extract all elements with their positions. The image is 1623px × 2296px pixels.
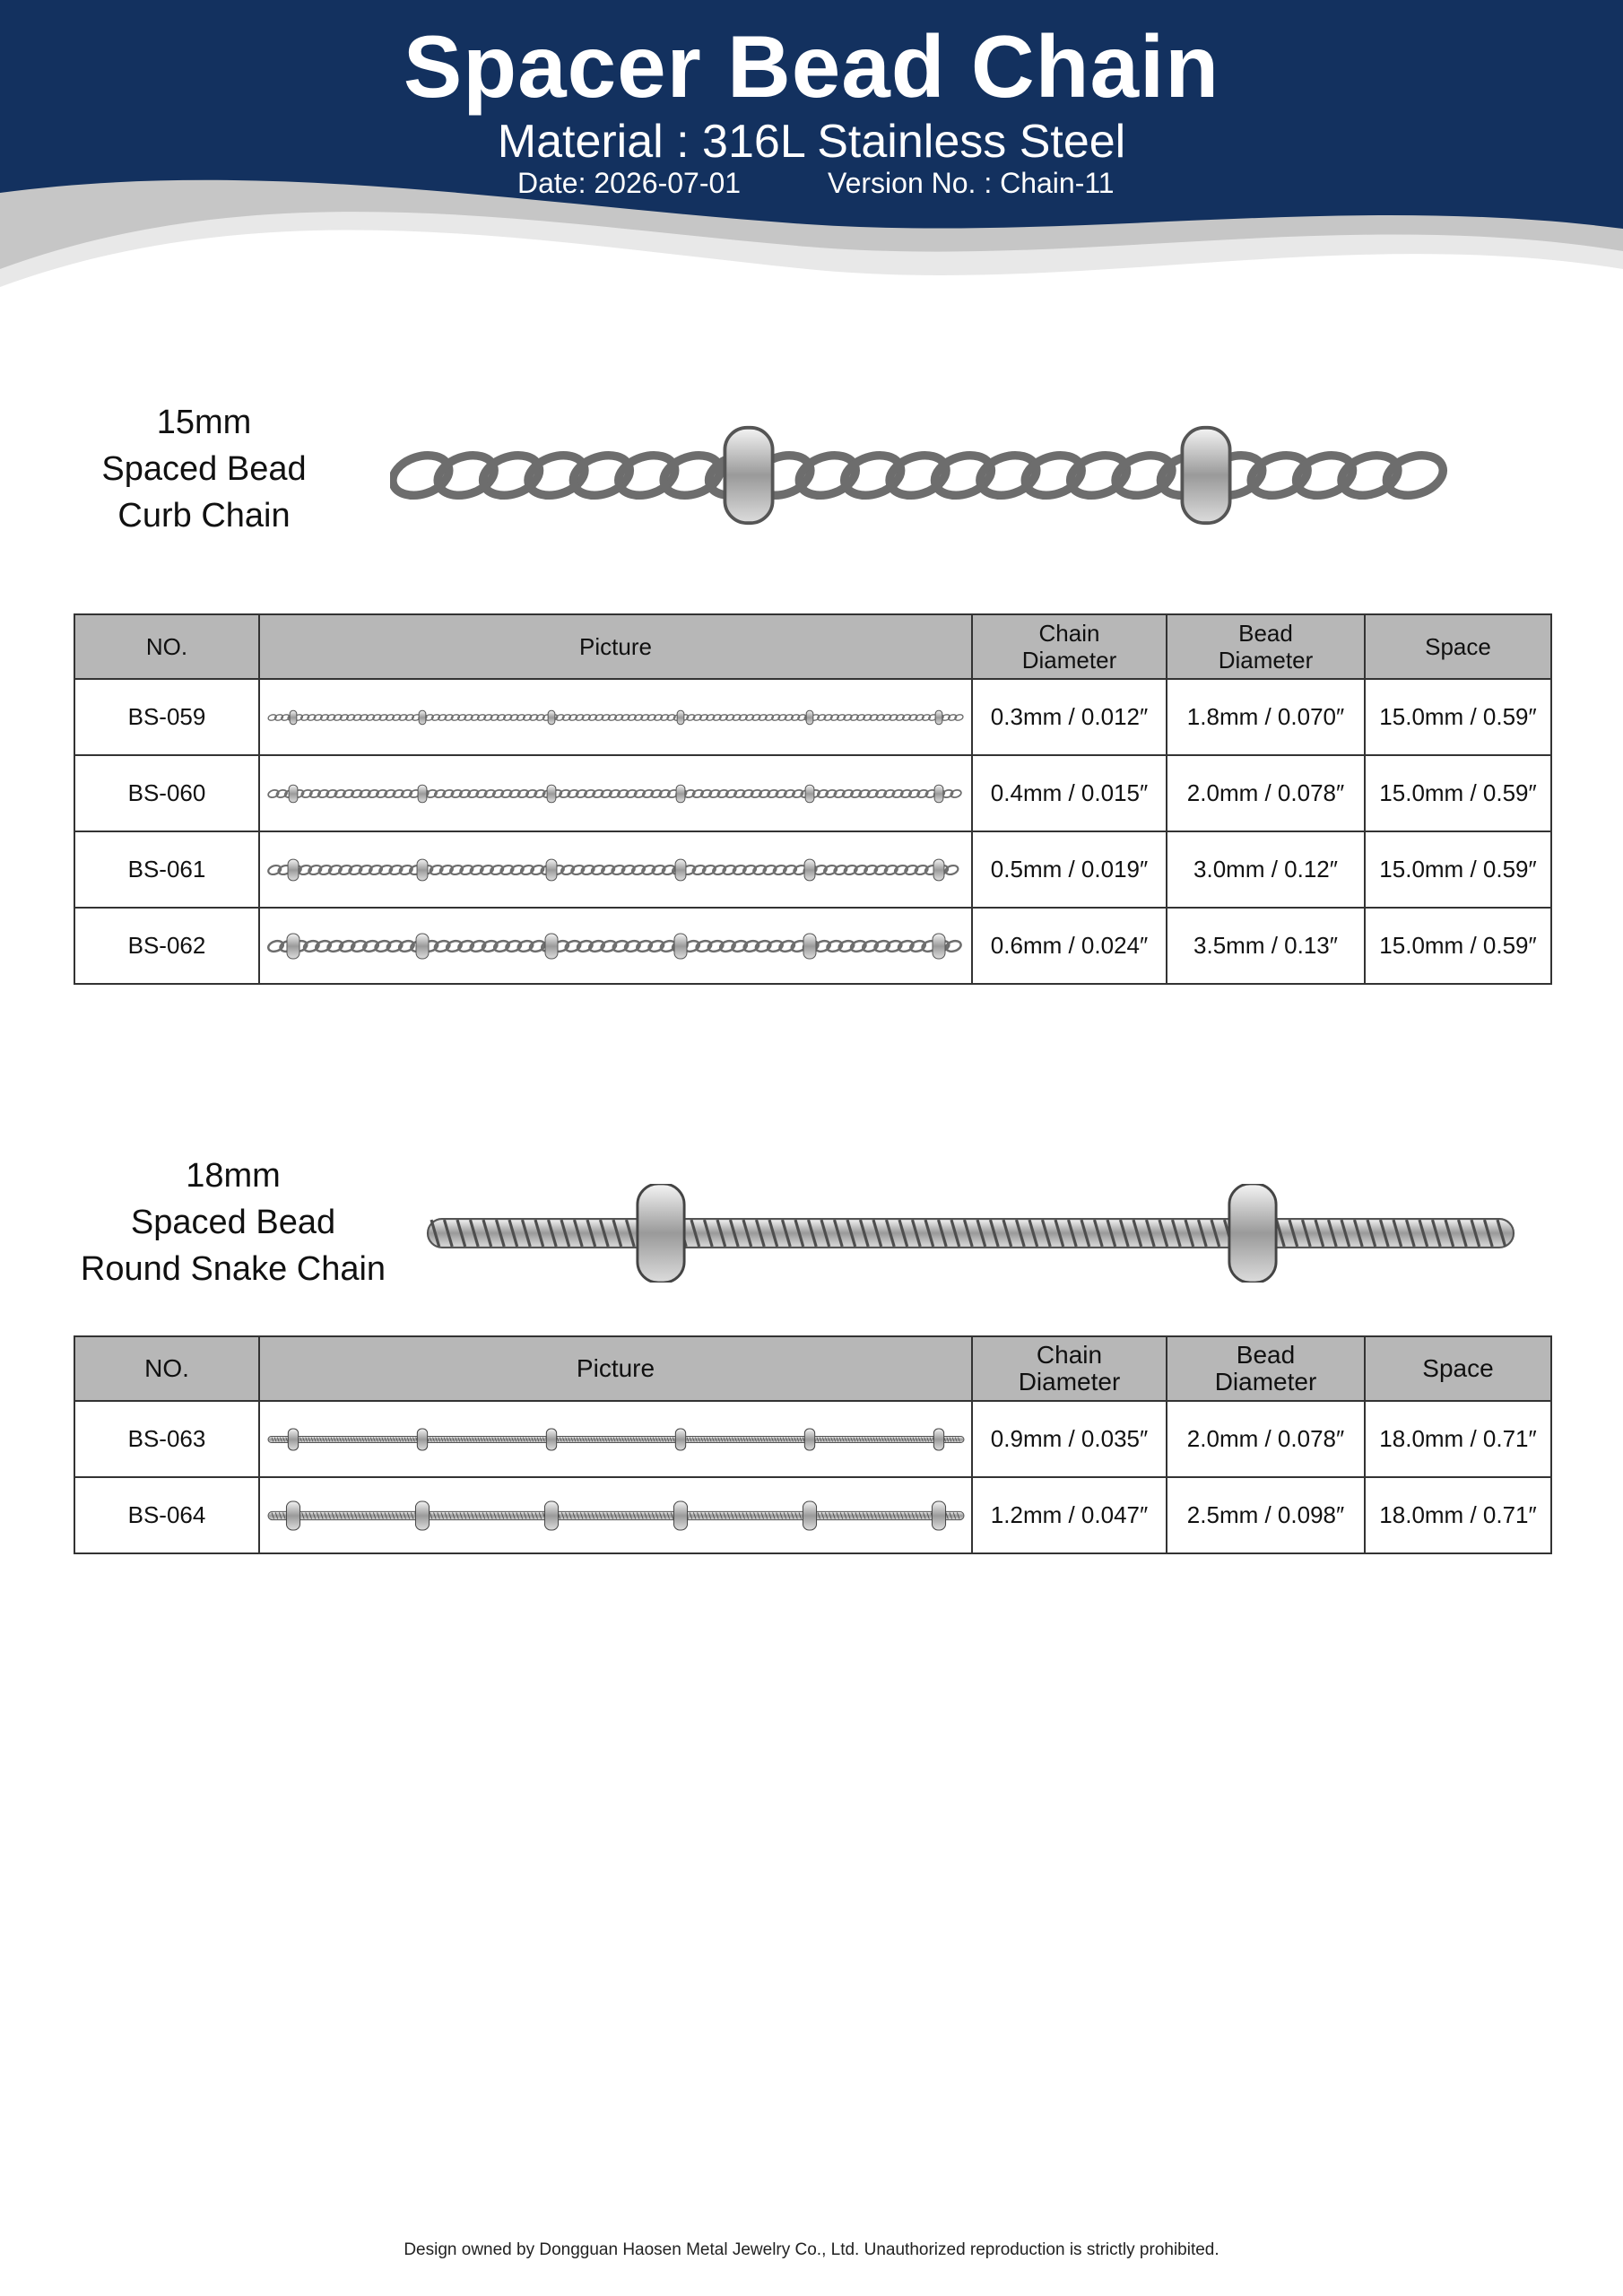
col-header-no: NO.: [74, 614, 259, 679]
date-label: Date: 2026-07-01: [517, 167, 742, 199]
col-header-no: NO.: [74, 1336, 259, 1401]
table-row: [74, 679, 1551, 755]
snake-chain-table: [74, 1335, 1552, 1554]
cell-picture: [259, 908, 972, 984]
header-banner: [0, 0, 1623, 296]
cell-chain-diameter: 0.4mm / 0.015″: [972, 755, 1167, 831]
cell-no: BS-059: [74, 679, 259, 755]
snake-chain-hero-image: [426, 1184, 1515, 1283]
cell-space: 15.0mm / 0.59″: [1365, 831, 1551, 908]
page-title: Spacer Bead Chain: [403, 17, 1220, 116]
table-row: [74, 1401, 1551, 1477]
table-row: [74, 755, 1551, 831]
cell-space: 15.0mm / 0.59″: [1365, 908, 1551, 984]
cell-no: BS-062: [74, 908, 259, 984]
cell-picture: [259, 1477, 972, 1553]
col-header-chain-diameter: Chain Diameter: [972, 614, 1167, 679]
col-header-bead-diameter: Bead Diameter: [1167, 614, 1365, 679]
section-label-line: 18mm: [186, 1157, 281, 1195]
col-header-chain-diameter: Chain Diameter: [972, 1336, 1167, 1401]
cell-picture: [259, 831, 972, 908]
section-label-line: Spaced Bead: [101, 450, 307, 488]
cell-picture: [259, 679, 972, 755]
col-header-picture: Picture: [259, 1336, 972, 1401]
table-header-row: [74, 1336, 1551, 1401]
cell-bead-diameter: 3.0mm / 0.12″: [1167, 831, 1365, 908]
cell-bead-diameter: 3.5mm / 0.13″: [1167, 908, 1365, 984]
version-label: Version No. : Chain-11: [828, 167, 1115, 199]
chain-thumbnail: [266, 852, 966, 888]
table-row: [74, 908, 1551, 984]
section-curb-label: [63, 399, 345, 539]
cell-bead-diameter: 2.0mm / 0.078″: [1167, 1401, 1365, 1477]
chain-thumbnail: [266, 700, 966, 735]
cell-chain-diameter: 0.5mm / 0.019″: [972, 831, 1167, 908]
col-header-picture: Picture: [259, 614, 972, 679]
cell-chain-diameter: 1.2mm / 0.047″: [972, 1477, 1167, 1553]
cell-no: BS-063: [74, 1401, 259, 1477]
cell-chain-diameter: 0.9mm / 0.035″: [972, 1401, 1167, 1477]
cell-no: BS-060: [74, 755, 259, 831]
material-subtitle: Material : 316L Stainless Steel: [497, 116, 1126, 168]
cell-bead-diameter: 2.0mm / 0.078″: [1167, 755, 1365, 831]
table-row: [74, 831, 1551, 908]
cell-space: 15.0mm / 0.59″: [1365, 679, 1551, 755]
table-header-row: [74, 614, 1551, 679]
cell-space: 15.0mm / 0.59″: [1365, 755, 1551, 831]
cell-picture: [259, 755, 972, 831]
chain-thumbnail: [266, 1498, 966, 1534]
cell-space: 18.0mm / 0.71″: [1365, 1477, 1551, 1553]
section-label-line: Spaced Bead: [130, 1204, 336, 1241]
cell-bead-diameter: 1.8mm / 0.070″: [1167, 679, 1365, 755]
cell-chain-diameter: 0.3mm / 0.012″: [972, 679, 1167, 755]
table-row: [74, 1477, 1551, 1553]
cell-no: BS-064: [74, 1477, 259, 1553]
curb-chain-table: [74, 613, 1552, 985]
section-label-line: Round Snake Chain: [80, 1250, 386, 1288]
cell-space: 18.0mm / 0.71″: [1365, 1401, 1551, 1477]
section-label-line: Curb Chain: [117, 497, 291, 535]
section-snake-label: [54, 1152, 412, 1292]
cell-picture: [259, 1401, 972, 1477]
col-header-space: Space: [1365, 1336, 1551, 1401]
chain-thumbnail: [266, 776, 966, 812]
section-label-line: 15mm: [156, 404, 252, 441]
chain-thumbnail: [266, 1422, 966, 1457]
copyright-footer: Design owned by Dongguan Haosen Metal Jewelry Co., Ltd. Unauthorized reproduction is strictly prohibited.: [404, 2240, 1219, 2259]
col-header-space: Space: [1365, 614, 1551, 679]
col-header-bead-diameter: Bead Diameter: [1167, 1336, 1365, 1401]
cell-chain-diameter: 0.6mm / 0.024″: [972, 908, 1167, 984]
chain-thumbnail: [266, 928, 966, 964]
cell-no: BS-061: [74, 831, 259, 908]
curb-chain-hero-image: [390, 422, 1462, 529]
cell-bead-diameter: 2.5mm / 0.098″: [1167, 1477, 1365, 1553]
